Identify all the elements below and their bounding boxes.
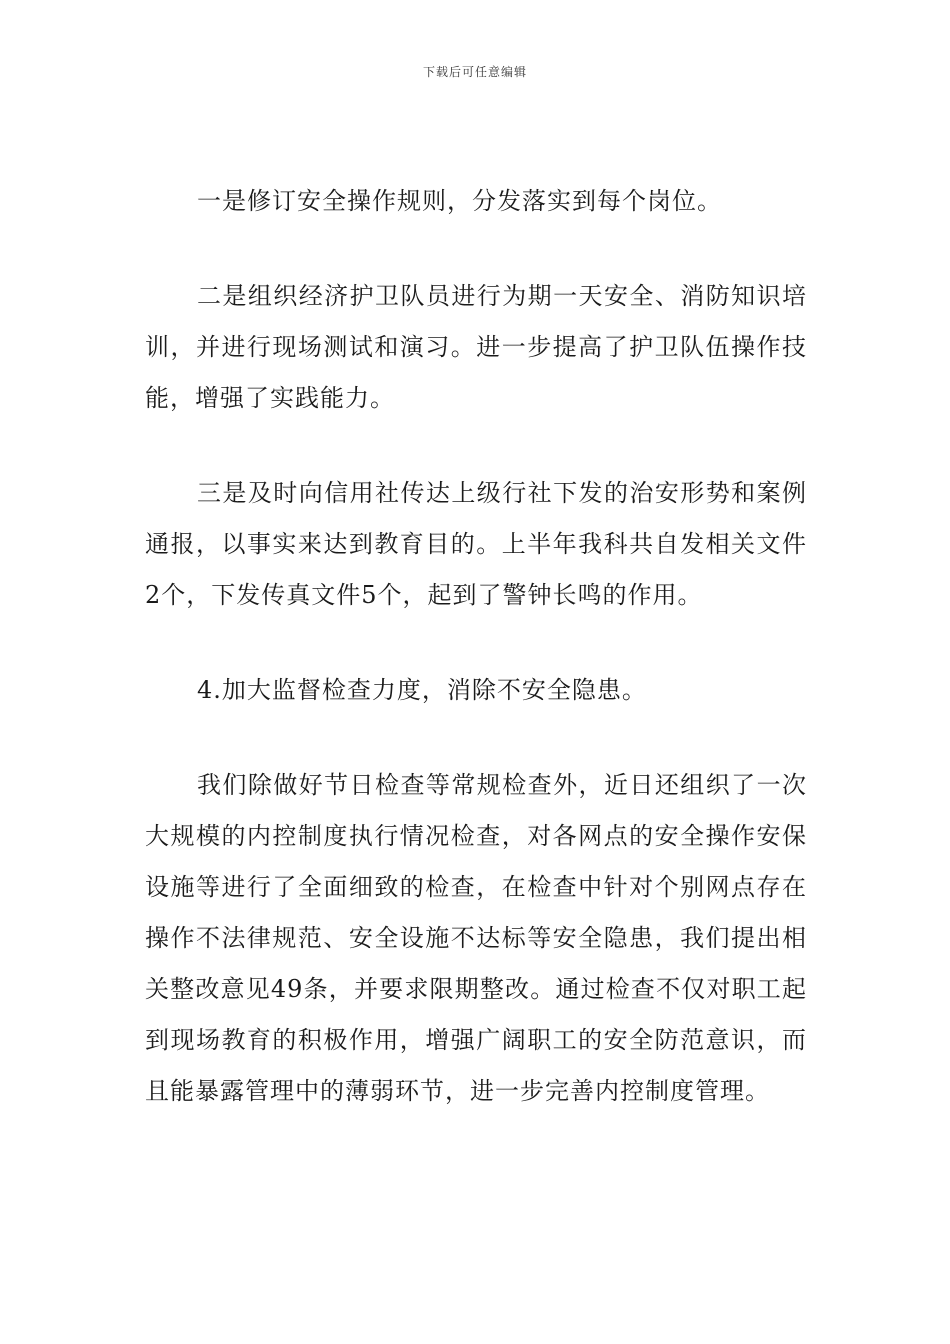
paragraph-spacer — [145, 716, 807, 760]
page-header: 下载后可任意编辑 — [422, 65, 527, 79]
paragraph-5: 我们除做好节日检查等常规检查外，近日还组织了一次大规模的内控制度执行情况检查，对各网点的安全操作安保设施等进行了全面细致的检查，在检查中针对个别网点存在操作不法律规范、安全设施不达标等安全隐患，我们提出相关整改意见49条，并要求限期整改。通过检查不仅对职工起到现场教育的积极作用，增强广阔职工的安全防范意识，而且能暴露管理中的薄弱环节，进一步完善内控制度管理。 — [145, 771, 807, 1105]
paragraph-spacer — [145, 227, 807, 271]
paragraph-2: 二是组织经济护卫队员进行为期一天安全、消防知识培训，并进行现场测试和演习。进一步提高了护卫队伍操作技能，增强了实践能力。 — [145, 282, 807, 412]
paragraph-3: 三是及时向信用社传达上级行社下发的治安形势和案例通报，以事实来达到教育目的。上半年我科共自发相关文件2个，下发传真文件5个，起到了警钟长鸣的作用。 — [145, 479, 807, 609]
paragraph-spacer — [145, 621, 807, 665]
paragraph-1: 一是修订安全操作规则，分发落实到每个岗位。 — [197, 187, 722, 215]
paragraph-spacer — [145, 424, 807, 468]
document-body — [145, 176, 807, 1117]
paragraph-4-heading: 4.加大监督检查力度，消除不安全隐患。 — [197, 676, 647, 704]
